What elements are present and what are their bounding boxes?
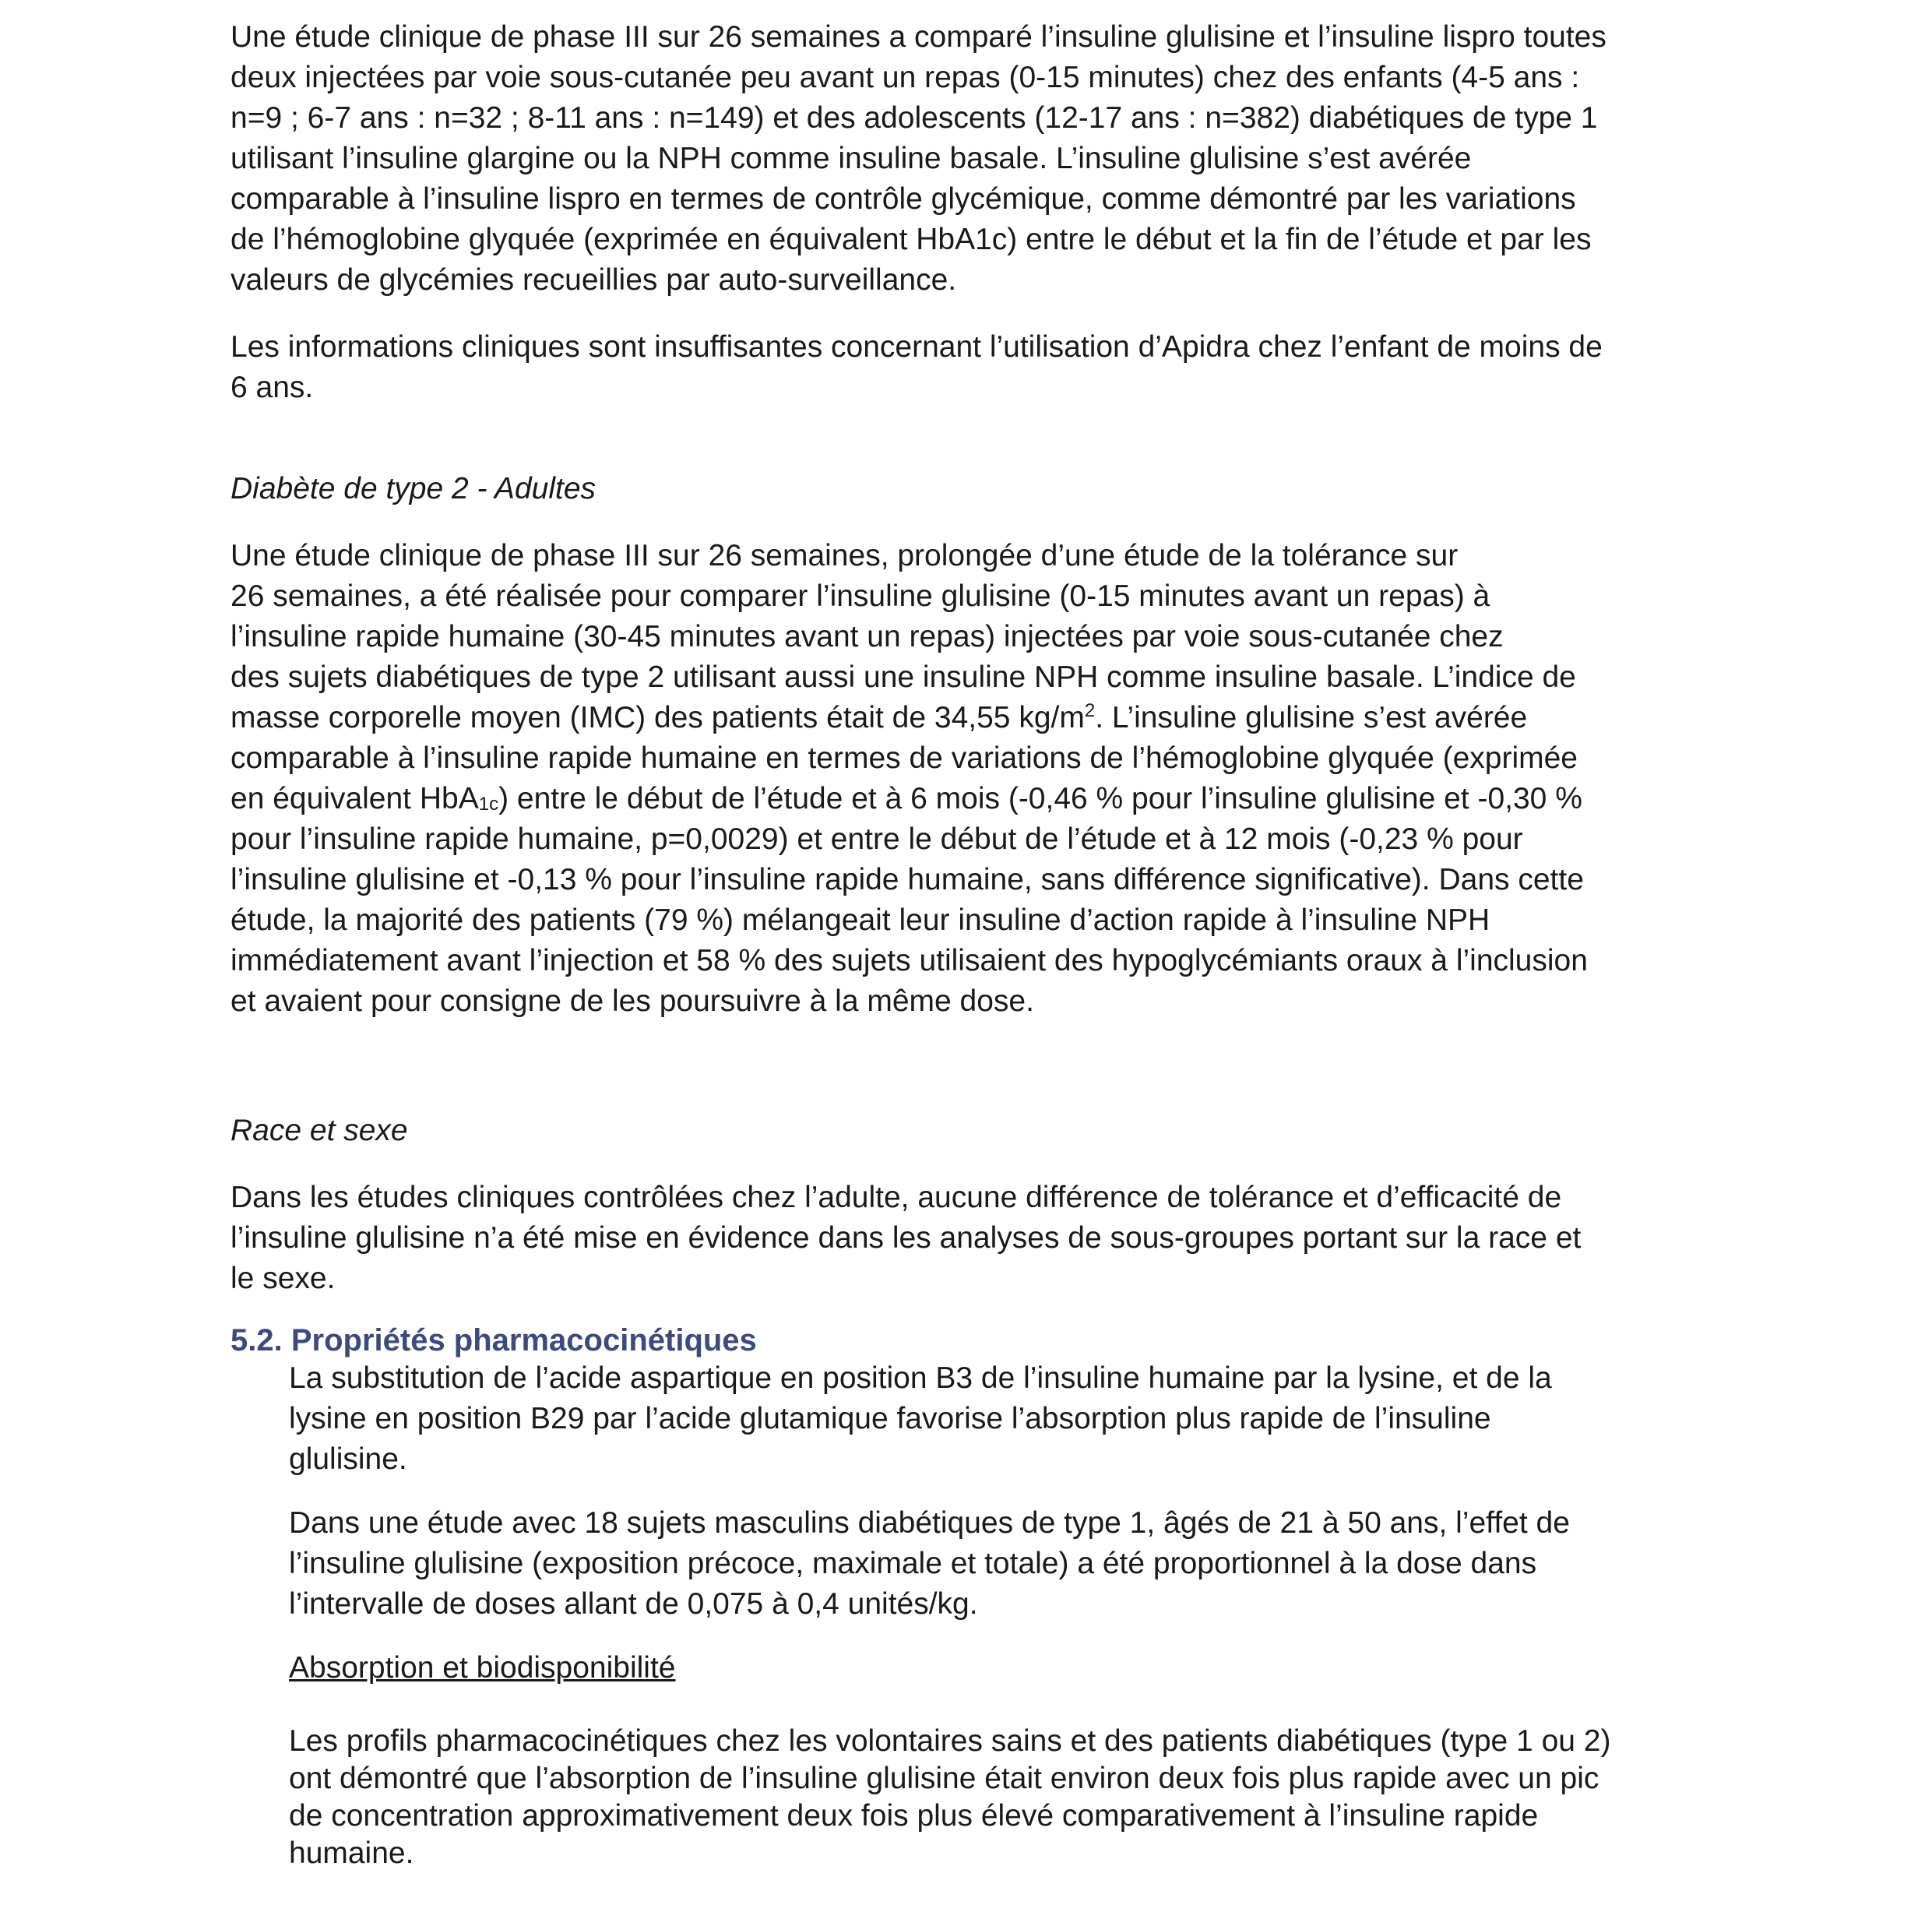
text-segment: en équivalent HbA	[231, 782, 479, 815]
text-line: Les informations cliniques sont insuffisantes concernant l’utilisation d’Apidra chez l’enfant de moins de	[231, 330, 1603, 364]
text-line: immédiatement avant l’injection et 58 % des sujets utilisaient des hypoglycémiants oraux à l’inclusion	[231, 944, 1588, 977]
text-line: comparable à l’insuline lispro en termes de contrôle glycémique, comme démontré par les variations	[231, 182, 1576, 216]
text-line	[231, 698, 1588, 738]
superscript: 2	[1084, 700, 1096, 721]
paragraph-substitution	[289, 1358, 1733, 1480]
text-line: l’insuline glulisine (exposition précoce, maximale et totale) a été proportionnel à la dose dans	[289, 1547, 1537, 1580]
section-heading-5-2: 5.2. Propriétés pharmacocinétiques	[231, 1323, 757, 1357]
text-segment: masse corporelle moyen (IMC) des patients était de 34,55 kg/m	[231, 701, 1085, 734]
text-line: étude, la majorité des patients (79 %) mélangeait leur insuline d’action rapide à l’insuline NPH	[231, 903, 1490, 937]
text-line: de l’hémoglobine glyquée (exprimée en équivalent HbA1c) entre le début et la fin de l’étude et par les	[231, 223, 1592, 256]
paragraph-absorption-profiles	[289, 1723, 1733, 1872]
text-line: Les profils pharmacocinétiques chez les volontaires sains et des patients diabétiques (type 1 ou 2)	[289, 1724, 1611, 1758]
text-line	[231, 779, 1588, 819]
paragraph-type2-study	[231, 536, 1588, 1022]
text-line: l’insuline glulisine n’a été mise en évidence dans les analyses de sous-groupes portant sur la race et	[231, 1221, 1582, 1255]
text-line: n=9 ; 6-7 ans : n=32 ; 8-11 ans : n=149) et des adolescents (12-17 ans : n=382) diabétiques de type 1	[231, 101, 1598, 135]
text-line: l’insuline rapide humaine (30-45 minutes avant un repas) injectées par voie sous-cutanée chez	[231, 620, 1504, 653]
text-line: comparable à l’insuline rapide humaine en termes de variations de l’hémoglobine glyquée (exprimée	[231, 741, 1578, 775]
text-line: des sujets diabétiques de type 2 utilisant aussi une insuline NPH comme insuline basale. L’indice de	[231, 660, 1576, 694]
text-line: La substitution de l’acide aspartique en position B3 de l’insuline humaine par la lysine, et de la	[289, 1361, 1552, 1395]
text-line: l’intervalle de doses allant de 0,075 à 0,4 unités/kg.	[289, 1587, 978, 1621]
paragraph-dose-proportionality	[289, 1503, 1733, 1625]
text-line: Dans une étude avec 18 sujets masculins diabétiques de type 1, âgés de 21 à 50 ans, l’effet de	[289, 1506, 1570, 1540]
subsection-heading-type2: Diabète de type 2 - Adultes	[231, 472, 596, 505]
text-segment: . L’insuline glulisine s’est avérée	[1095, 701, 1528, 734]
text-line: Une étude clinique de phase III sur 26 semaines a comparé l’insuline glulisine et l’insuline lispro toutes	[231, 20, 1606, 54]
subheading-absorption: Absorption et biodisponibilité	[289, 1651, 676, 1685]
paragraph-paediatric-study	[231, 17, 1606, 301]
text-segment: ) entre le début de l’étude et à 6 mois (-0,46 % pour l’insuline glulisine et -0,30 %	[498, 782, 1582, 815]
subsection-heading-race: Race et sexe	[231, 1114, 408, 1147]
text-line: le sexe.	[231, 1262, 336, 1295]
text-line: ont démontré que l’absorption de l’insuline glulisine était environ deux fois plus rapide avec un pic	[289, 1762, 1599, 1795]
text-line: valeurs de glycémies recueillies par auto-surveillance.	[231, 263, 957, 297]
text-line: l’insuline glulisine et -0,13 % pour l’insuline rapide humaine, sans différence significative). Dans cette	[231, 863, 1584, 896]
text-line: de concentration approximativement deux fois plus élevé comparativement à l’insuline rapide	[289, 1799, 1539, 1833]
subscript: 1c	[478, 794, 499, 815]
text-line: et avaient pour consigne de les poursuivre à la même dose.	[231, 984, 1034, 1018]
text-line: humaine.	[289, 1836, 414, 1870]
text-line: glulisine.	[289, 1442, 407, 1476]
text-line: 26 semaines, a été réalisée pour comparer l’insuline glulisine (0-15 minutes avant un repas) à	[231, 579, 1490, 613]
paragraph-race-sex	[231, 1178, 1581, 1299]
text-line: pour l’insuline rapide humaine, p=0,0029) et entre le début de l’étude et à 12 mois (-0,23 % pour	[231, 822, 1523, 856]
text-line: Une étude clinique de phase III sur 26 semaines, prolongée d’une étude de la tolérance sur	[231, 539, 1459, 572]
text-line: utilisant l’insuline glargine ou la NPH comme insuline basale. L’insuline glulisine s’est avérée	[231, 142, 1472, 175]
text-line: Dans les études cliniques contrôlées chez l’adulte, aucune différence de tolérance et d’efficacité de	[231, 1181, 1562, 1214]
text-line: 6 ans.	[231, 371, 314, 404]
text-line: lysine en position B29 par l’acide glutamique favorise l’absorption plus rapide de l’insuline	[289, 1402, 1491, 1435]
paragraph-paediatric-under-6	[231, 327, 1603, 408]
text-line: deux injectées par voie sous-cutanée peu avant un repas (0-15 minutes) chez des enfants (4-5 ans :	[231, 61, 1580, 94]
